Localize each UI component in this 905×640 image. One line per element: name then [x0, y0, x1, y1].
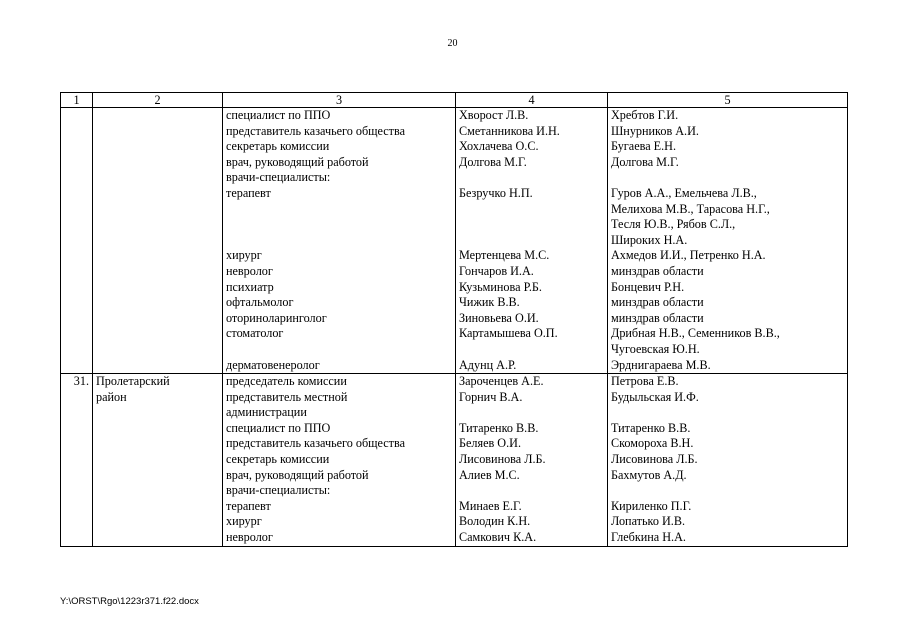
table-row [61, 452, 848, 468]
member-cell: Лисовинова Л.Б. [456, 452, 608, 468]
table-row [61, 202, 848, 218]
position-cell: врач, руководящий работой [223, 468, 456, 484]
position-cell: специалист по ППО [223, 108, 456, 124]
substitute-cell [608, 170, 848, 186]
position-cell [223, 342, 456, 358]
position-cell [223, 202, 456, 218]
position-cell: врачи-специалисты: [223, 170, 456, 186]
district-name [93, 421, 223, 437]
position-cell: представитель казачьего общества [223, 124, 456, 140]
row-number [61, 436, 93, 452]
member-cell: Володин К.Н. [456, 514, 608, 530]
member-cell: Самкович К.А. [456, 530, 608, 546]
substitute-cell: Бугаева Е.Н. [608, 139, 848, 155]
table-row [61, 342, 848, 358]
district-name [93, 139, 223, 155]
substitute-cell: Бонцевич Р.Н. [608, 280, 848, 296]
position-cell: представитель казачьего общества [223, 436, 456, 452]
substitute-cell [608, 483, 848, 499]
district-name: Пролетарский [93, 374, 223, 390]
row-number [61, 295, 93, 311]
table-row [61, 358, 848, 374]
district-name [93, 217, 223, 233]
substitute-cell: Титаренко В.В. [608, 421, 848, 437]
substitute-cell: Петрова Е.В. [608, 374, 848, 390]
member-cell [456, 483, 608, 499]
position-cell [223, 217, 456, 233]
table-row [61, 405, 848, 421]
district-name [93, 530, 223, 546]
member-cell: Горнич В.А. [456, 390, 608, 406]
substitute-cell: Шнурников А.И. [608, 124, 848, 140]
member-cell: Титаренко В.В. [456, 421, 608, 437]
table-row [61, 233, 848, 249]
substitute-cell: Эрднигараева М.В. [608, 358, 848, 374]
header-col-3: 3 [223, 93, 456, 108]
district-name [93, 499, 223, 515]
table-row [61, 295, 848, 311]
table-row [61, 374, 848, 390]
position-cell: врачи-специалисты: [223, 483, 456, 499]
substitute-cell: Чугоевская Ю.Н. [608, 342, 848, 358]
substitute-cell: Тесля Ю.В., Рябов С.Л., [608, 217, 848, 233]
header-col-2: 2 [93, 93, 223, 108]
row-number [61, 390, 93, 406]
row-number [61, 170, 93, 186]
district-name [93, 468, 223, 484]
table-row [61, 170, 848, 186]
member-cell [456, 342, 608, 358]
table-row [61, 311, 848, 327]
row-number [61, 124, 93, 140]
header-col-1: 1 [61, 93, 93, 108]
row-number [61, 468, 93, 484]
row-number [61, 530, 93, 546]
position-cell: председатель комиссии [223, 374, 456, 390]
row-number [61, 280, 93, 296]
position-cell: секретарь комиссии [223, 452, 456, 468]
row-number [61, 358, 93, 374]
position-cell: офтальмолог [223, 295, 456, 311]
row-number [61, 342, 93, 358]
substitute-cell: Гуров А.А., Емельчева Л.В., [608, 186, 848, 202]
substitute-cell [608, 405, 848, 421]
row-number [61, 311, 93, 327]
position-cell: врач, руководящий работой [223, 155, 456, 171]
table-row [61, 499, 848, 515]
table-row [61, 264, 848, 280]
member-cell: Долгова М.Г. [456, 155, 608, 171]
row-number [61, 514, 93, 530]
table-row [61, 124, 848, 140]
commission-table [60, 92, 848, 547]
member-cell: Зароченцев А.Е. [456, 374, 608, 390]
row-number [61, 186, 93, 202]
district-name [93, 358, 223, 374]
position-cell: невролог [223, 264, 456, 280]
position-cell: терапевт [223, 499, 456, 515]
member-cell [456, 202, 608, 218]
position-cell: хирург [223, 248, 456, 264]
table-row [61, 108, 848, 124]
row-number [61, 405, 93, 421]
member-cell: Гончаров И.А. [456, 264, 608, 280]
district-name [93, 483, 223, 499]
position-cell: секретарь комиссии [223, 139, 456, 155]
row-number [61, 499, 93, 515]
district-name [93, 436, 223, 452]
substitute-cell: Долгова М.Г. [608, 155, 848, 171]
table-row [61, 217, 848, 233]
member-cell: Беляев О.И. [456, 436, 608, 452]
district-name [93, 264, 223, 280]
district-name [93, 233, 223, 249]
row-number [61, 248, 93, 264]
member-cell: Мертенцева М.С. [456, 248, 608, 264]
table-row [61, 248, 848, 264]
position-cell: дерматовенеролог [223, 358, 456, 374]
member-cell: Хохлачева О.С. [456, 139, 608, 155]
file-path-footer: Y:\ORST\Rgo\1223r371.f22.docx [60, 596, 199, 607]
table-row [61, 390, 848, 406]
table-row [61, 139, 848, 155]
row-number [61, 139, 93, 155]
district-name [93, 186, 223, 202]
header-col-5: 5 [608, 93, 848, 108]
table-row [61, 186, 848, 202]
substitute-cell: минздрав области [608, 295, 848, 311]
row-number [61, 155, 93, 171]
row-number [61, 483, 93, 499]
row-number [61, 108, 93, 124]
row-number [61, 452, 93, 468]
district-name [93, 311, 223, 327]
position-cell: психиатр [223, 280, 456, 296]
district-name [93, 124, 223, 140]
position-cell: стоматолог [223, 326, 456, 342]
table-row [61, 483, 848, 499]
position-cell: специалист по ППО [223, 421, 456, 437]
member-cell: Минаев Е.Г. [456, 499, 608, 515]
position-cell: администрации [223, 405, 456, 421]
table-row [61, 421, 848, 437]
substitute-cell: Лопатько И.В. [608, 514, 848, 530]
table-row [61, 468, 848, 484]
member-cell: Чижик В.В. [456, 295, 608, 311]
table-row [61, 514, 848, 530]
member-cell [456, 233, 608, 249]
member-cell: Хворост Л.В. [456, 108, 608, 124]
table-row [61, 280, 848, 296]
member-cell: Алиев М.С. [456, 468, 608, 484]
substitute-cell: Дрибная Н.В., Семенников В.В., [608, 326, 848, 342]
member-cell [456, 170, 608, 186]
district-name [93, 405, 223, 421]
row-number: 31. [61, 374, 93, 390]
substitute-cell: минздрав области [608, 264, 848, 280]
substitute-cell: Бахмутов А.Д. [608, 468, 848, 484]
district-name [93, 202, 223, 218]
header-row [61, 93, 848, 108]
row-number [61, 202, 93, 218]
row-number [61, 233, 93, 249]
position-cell: хирург [223, 514, 456, 530]
member-cell: Адунц А.Р. [456, 358, 608, 374]
member-cell: Безручко Н.П. [456, 186, 608, 202]
member-cell [456, 217, 608, 233]
table-row [61, 155, 848, 171]
substitute-cell: Мелихова М.В., Тарасова Н.Г., [608, 202, 848, 218]
table-row [61, 530, 848, 546]
substitute-cell: Лисовинова Л.Б. [608, 452, 848, 468]
substitute-cell: Широких Н.А. [608, 233, 848, 249]
district-name [93, 342, 223, 358]
substitute-cell: Кириленко П.Г. [608, 499, 848, 515]
position-cell: терапевт [223, 186, 456, 202]
member-cell: Сметанникова И.Н. [456, 124, 608, 140]
substitute-cell: Скомороха В.Н. [608, 436, 848, 452]
member-cell [456, 405, 608, 421]
row-number [61, 217, 93, 233]
member-cell: Картамышева О.П. [456, 326, 608, 342]
district-name [93, 280, 223, 296]
member-cell: Кузьминова Р.Б. [456, 280, 608, 296]
substitute-cell: Глебкина Н.А. [608, 530, 848, 546]
district-name [93, 514, 223, 530]
substitute-cell: минздрав области [608, 311, 848, 327]
table-row [61, 436, 848, 452]
substitute-cell: Будыльская И.Ф. [608, 390, 848, 406]
position-cell: оториноларинголог [223, 311, 456, 327]
district-name [93, 108, 223, 124]
row-number [61, 326, 93, 342]
district-name [93, 452, 223, 468]
row-number [61, 421, 93, 437]
header-col-4: 4 [456, 93, 608, 108]
substitute-cell: Хребтов Г.И. [608, 108, 848, 124]
position-cell: представитель местной [223, 390, 456, 406]
table-row [61, 326, 848, 342]
district-name [93, 155, 223, 171]
position-cell: невролог [223, 530, 456, 546]
district-name [93, 295, 223, 311]
member-cell: Зиновьева О.И. [456, 311, 608, 327]
district-name [93, 248, 223, 264]
substitute-cell: Ахмедов И.И., Петренко Н.А. [608, 248, 848, 264]
page-number: 20 [447, 38, 458, 49]
row-number [61, 264, 93, 280]
position-cell [223, 233, 456, 249]
district-name [93, 170, 223, 186]
district-name [93, 326, 223, 342]
district-name: район [93, 390, 223, 406]
